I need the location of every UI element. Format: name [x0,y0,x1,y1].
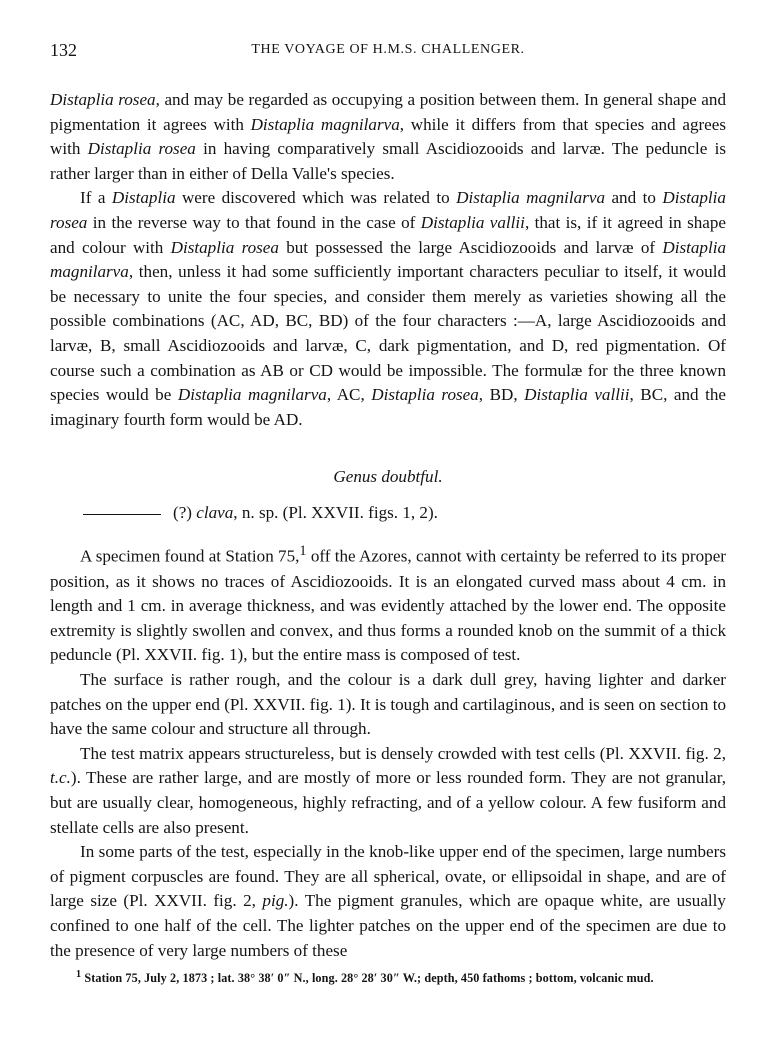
species-name: clava [196,503,234,523]
text-run: The surface is rather rough, and the colour is a dark dull grey, having lighter and darker patches on the upper end (Pl. XXVII. fig. 1). It is tough and cartilaginous, and is seen on section to have the same colour and structure all through. [50,669,727,739]
italic-term: Distaplia rosea [87,139,196,159]
text-run: but possessed the large Ascidiozooids and larvæ of [278,237,663,257]
italic-term: Distaplia rosea [50,90,156,109]
text-run: If a [80,188,112,208]
species-query: (?) [173,503,192,523]
paragraph [50,539,726,668]
text-run: , then, unless it had some sufficiently important characters peculiar to itself, it would be necessary to unite the four species, and consider them merely as varieties showing all the possible combinations (AC, AD, BC, BD) of the four characters :—A, large Ascidiozooids and larvæ, B, small Ascidiozooids and larvæ, C, dark pigmentation, and D, red pigmentation. Of course such a combination as AB or CD would be impossible. The formulæ for the three known species would be [50,262,726,405]
running-title: THE VOYAGE OF H.M.S. CHALLENGER. [251,42,525,57]
italic-term: Distaplia [111,188,176,208]
italic-term: Distaplia rosea [371,385,479,405]
text-run: , BC, and the imaginary fourth form would be AD. [50,385,727,429]
paragraph [50,742,726,840]
text-run: ). The pigment granules, which are opaque white, are usually confined to one half of the cell. The lighter patches on the upper end of the specimen are due to the presence of very large numbers of these [50,891,726,960]
text-run: In some parts of the test, especially in the knob-like upper end of the specimen, large numbers of pigment corpuscles are found. They are all spherical, ovate, or ellipsoidal in shape, and are of large size (Pl. XXVII. fig. 2, [50,842,726,911]
paragraph [50,186,726,432]
text-run: , AC, [326,385,372,405]
italic-term: Distaplia magnilarva [456,188,605,208]
text-run: in the reverse way to that found in the case of [87,212,421,232]
page [50,40,726,986]
species-heading [50,501,726,525]
text-run: in having comparatively small Ascidiozooids and larvæ. The peduncle is rather larger than in either of Della Valle's species. [50,139,726,183]
italic-term: Distaplia rosea [170,237,279,257]
text-run: , that is, if it agreed in shape and colour with [50,212,726,257]
text-run: , and may be regarded as occupying a position between them. In general shape and pigmentation it agrees with [50,90,726,134]
species-reference: , n. sp. (Pl. XXVII. figs. 1, 2). [233,503,438,523]
text-run: ). These are rather large, and are mostly of more or less rounded form. They are not granular, but are usually clear, homogeneous, highly refracting, and of a yellow colour. A few fusiform and stellate cells are also present. [50,768,726,837]
page-number: 132 [50,40,77,60]
paragraph [50,840,726,963]
text-run: A specimen found at Station 75, [80,547,300,566]
footnote-text: Station 75, July 2, 1873 ; lat. 38° 38′ 0″ N., long. 28° 28′ 30″ W.; depth, 450 fathoms ; bottom, volcanic mud. [81,971,654,986]
footnote-marker: 1 [76,969,82,981]
italic-term: t.c. [50,768,71,788]
footnote-ref: 1 [299,543,307,560]
italic-term: Distaplia vallii [420,212,525,232]
italic-term: Distaplia magnilarva [177,385,327,405]
text-run: The test matrix appears structureless, but is densely crowded with test cells (Pl. XXVII. fig. 2, [80,743,726,763]
paragraph [50,88,726,186]
italic-term: Distaplia vallii [524,385,630,405]
text-run: and to [605,188,663,208]
italic-term: Distaplia magnilarva [250,114,400,134]
italic-term: Distaplia magnilarva [50,237,726,282]
paragraph [50,668,726,742]
text-run: were discovered which was related to [175,188,457,208]
text-run: , BD, [478,385,525,405]
running-head [50,40,726,66]
ditto-dash [83,514,161,515]
footnote [50,967,726,986]
text-run: off the Azores, cannot with certainty be referred to its proper position, as it shows no traces of Ascidiozooids. It is an elongated curved mass about 4 cm. in length and 1 cm. in average thickness, and was evidently attached by the lower end. The opposite extremity is slightly swollen and convex, and thus forms a rounded knob on the summit of a thick peduncle (Pl. XXVII. fig. 1), but the entire mass is composed of test. [50,547,726,665]
italic-term: Distaplia rosea [50,188,726,232]
continued-text [50,88,726,432]
text-run: , while it differs from that species and agrees with [50,114,727,159]
italic-term: pig. [262,891,289,911]
section-heading: Genus doubtful. [333,467,443,487]
species-description [50,539,726,963]
